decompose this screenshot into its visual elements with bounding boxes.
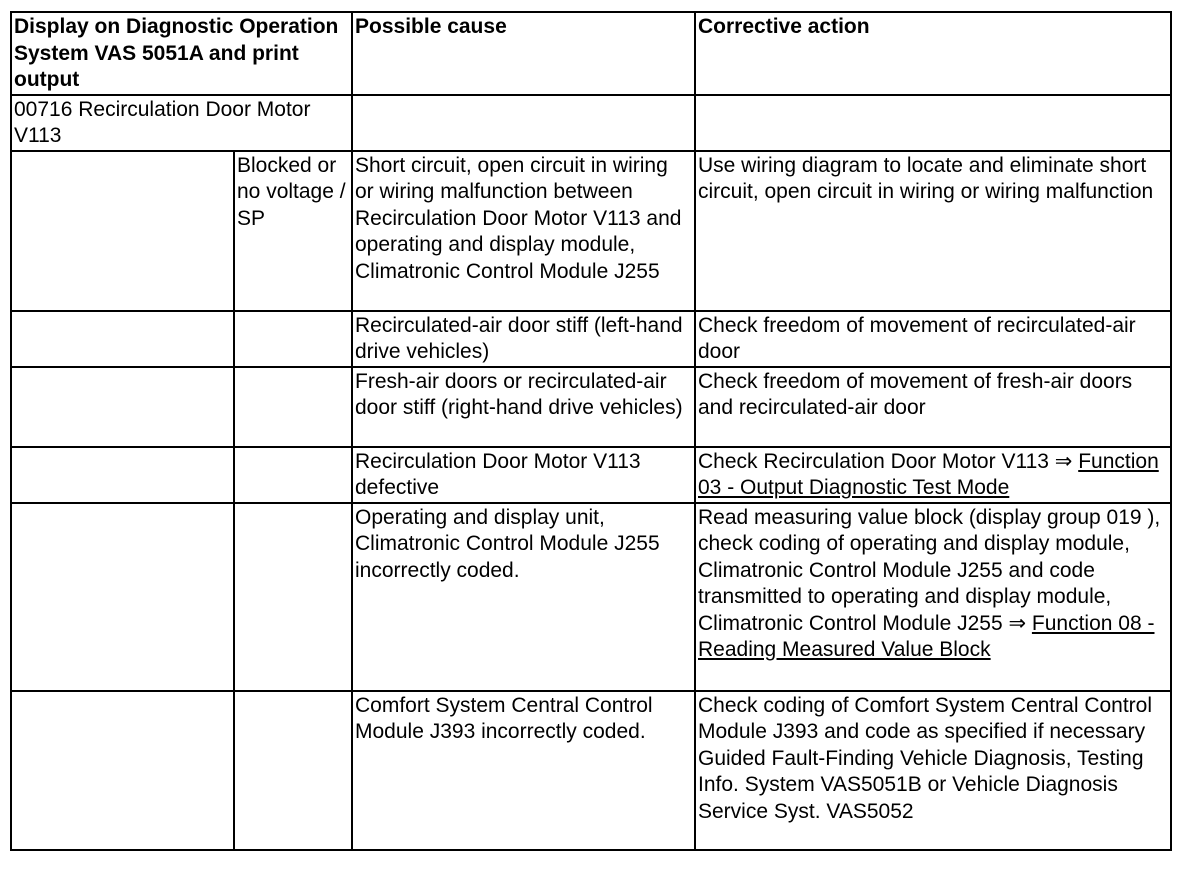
diagnostic-table — [10, 11, 1172, 851]
action-cell: Check freedom of movement of fresh-air doors and recirculated-air door — [695, 367, 1171, 447]
cause-cell: Fresh-air doors or recirculated-air door stiff (right-hand drive vehicles) — [352, 367, 695, 447]
cause-cell: Short circuit, open circuit in wiring or wiring malfunction between Recirculation Door Motor V113 and operating and display module, Climatronic Control Module J255 — [352, 151, 695, 311]
table-row — [11, 503, 1171, 691]
action-cell: Check coding of Comfort System Central Control Module J393 and code as specified if necessary Guided Fault-Finding Vehicle Diagnosis, Testing Info. System VAS5051B or Vehicle Diagnosis Service Syst. VAS5052 — [695, 691, 1171, 850]
empty-cell — [11, 691, 234, 850]
function-08-link[interactable]: Function 08 - Reading Measured Value Block — [698, 611, 1155, 661]
empty-cell — [11, 447, 234, 503]
table-row — [11, 691, 1171, 850]
header-possible-cause: Possible cause — [352, 12, 695, 95]
table-row — [11, 447, 1171, 503]
header-corrective-action: Corrective action — [695, 12, 1171, 95]
empty-cell — [352, 95, 695, 151]
action-cell: Use wiring diagram to locate and eliminate short circuit, open circuit in wiring or wiring malfunction — [695, 151, 1171, 311]
empty-cell — [234, 447, 352, 503]
cause-cell: Comfort System Central Control Module J393 incorrectly coded. — [352, 691, 695, 850]
fault-status-cell: Blocked or no voltage / SP — [234, 151, 352, 311]
function-03-link[interactable]: Function 03 - Output Diagnostic Test Mode — [698, 449, 1159, 499]
table-header-row — [11, 12, 1171, 95]
action-text: Read measuring value block (display group 019 ), check coding of operating and display module, Climatronic Control Module J255 and code transmitted to operating and display module, Climatronic Control Module J255 ⇒ — [698, 505, 1161, 635]
cause-cell: Recirculation Door Motor V113 defective — [352, 447, 695, 503]
empty-cell — [11, 151, 234, 311]
empty-cell — [11, 311, 234, 367]
table-row — [11, 311, 1171, 367]
table-row — [11, 367, 1171, 447]
action-cell — [695, 447, 1171, 503]
action-cell — [695, 503, 1171, 691]
empty-cell — [11, 367, 234, 447]
action-text: Check Recirculation Door Motor V113 ⇒ — [698, 449, 1079, 473]
empty-cell — [234, 367, 352, 447]
header-display: Display on Diagnostic Operation System VAS 5051A and print output — [11, 12, 352, 95]
empty-cell — [234, 691, 352, 850]
table-row — [11, 151, 1171, 311]
cause-cell: Operating and display unit, Climatronic Control Module J255 incorrectly coded. — [352, 503, 695, 691]
empty-cell — [234, 311, 352, 367]
action-cell: Check freedom of movement of recirculated-air door — [695, 311, 1171, 367]
cause-cell: Recirculated-air door stiff (left-hand drive vehicles) — [352, 311, 695, 367]
fault-code-row — [11, 95, 1171, 151]
fault-code-cell: 00716 Recirculation Door Motor V113 — [11, 95, 352, 151]
empty-cell — [234, 503, 352, 691]
empty-cell — [11, 503, 234, 691]
empty-cell — [695, 95, 1171, 151]
